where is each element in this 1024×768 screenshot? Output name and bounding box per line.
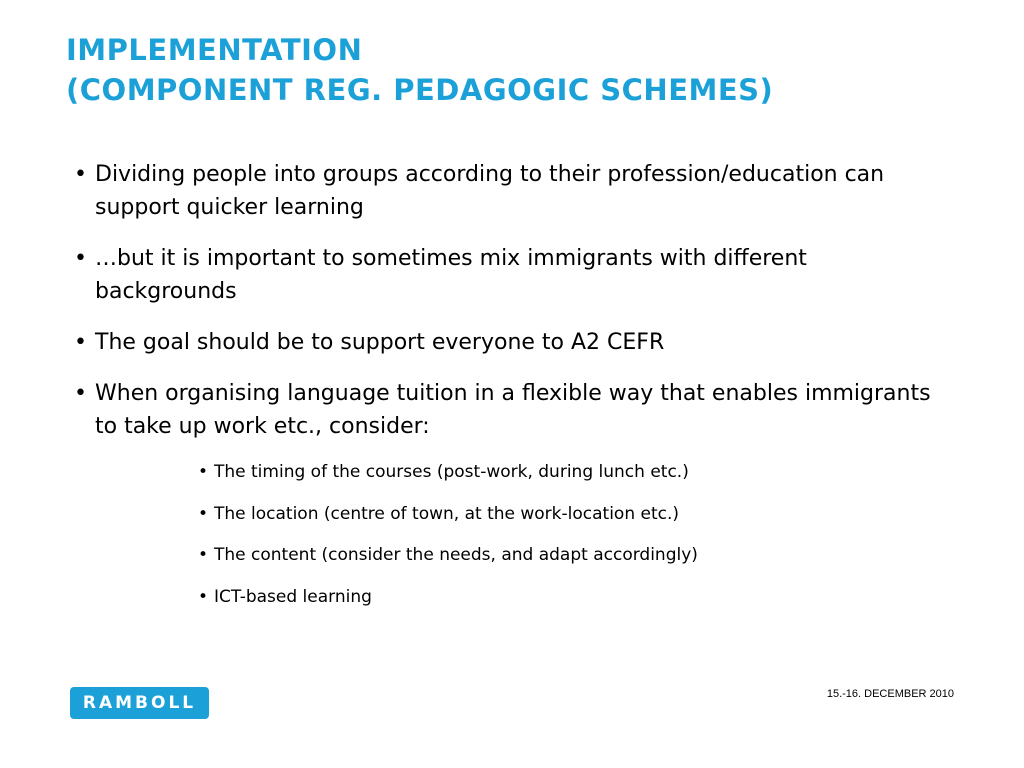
sub-bullet-item: • The content (consider the needs, and adapt accordingly) [198,543,698,567]
ramboll-logo [70,687,209,719]
bullet-item: • …but it is important to sometimes mix immigrants with different backgrounds [74,242,954,308]
sub-bullet-item: • The timing of the courses (post-work, during lunch etc.) [198,460,698,484]
footer-date: 15.-16. DECEMBER 2010 [826,688,954,700]
bullet-item: • The goal should be to support everyone to A2 CEFR [74,326,954,359]
slide-title-line-2: (COMPONENT REG. PEDAGOGIC SCHEMES) [66,73,774,107]
logo-text: RAMBOLL [82,693,197,713]
slide-title [66,30,773,110]
bullet-item: • Dividing people into groups according to their profession/education can support quicker learning [74,158,954,224]
bullet-list [74,158,954,461]
sub-bullet-item: • The location (centre of town, at the work-location etc.) [198,502,698,526]
sub-bullet-item: • ICT-based learning [198,585,698,609]
bullet-item: • When organising language tuition in a flexible way that enables immigrants to take up work etc., consider: [74,377,954,443]
slide-title-line-1: IMPLEMENTATION [66,33,363,67]
sub-bullet-list [198,460,698,626]
